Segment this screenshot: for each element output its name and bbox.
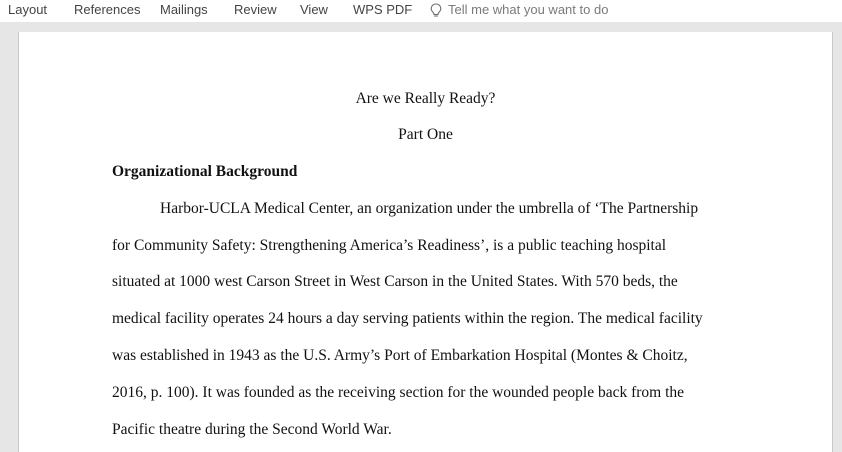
ribbon-menu-bar — [0, 0, 842, 22]
document-title: Are we Really Ready? — [355, 90, 496, 107]
paragraph-line-1: Harbor-UCLA Medical Center, an organization under the umbrella of ‘The Partnership — [160, 200, 699, 217]
menu-review[interactable]: Review — [234, 2, 277, 17]
paragraph-line-6: 2016, p. 100). It was founded as the receiving section for the wounded people back from the — [112, 384, 685, 401]
menu-view[interactable]: View — [300, 2, 328, 17]
document-page[interactable] — [18, 32, 833, 452]
section-heading: Organizational Background — [112, 163, 298, 180]
paragraph-line-2: for Community Safety: Strengthening America’s Readiness’, is a public teaching hospital — [112, 237, 667, 254]
menu-layout[interactable]: Layout — [8, 2, 48, 17]
tell-me-placeholder: Tell me what you want to do — [448, 2, 609, 17]
menu-references[interactable]: References — [74, 2, 141, 17]
paragraph-line-4: medical facility operates 24 hours a day serving patients within the region. The medical facility — [112, 310, 703, 327]
document-subtitle: Part One — [398, 126, 453, 143]
lightbulb-icon — [430, 3, 442, 18]
paragraph-line-5: was established in 1943 as the U.S. Army’s Port of Embarkation Hospital (Montes & Choitz, — [112, 347, 688, 364]
document-area — [0, 22, 842, 438]
menu-mailings[interactable]: Mailings — [160, 2, 208, 17]
paragraph-line-3: situated at 1000 west Carson Street in West Carson in the United States. With 570 beds, the — [112, 273, 678, 290]
menu-wps-pdf[interactable]: WPS PDF — [353, 2, 413, 17]
paragraph-line-7: Pacific theatre during the Second World War. — [112, 421, 392, 438]
